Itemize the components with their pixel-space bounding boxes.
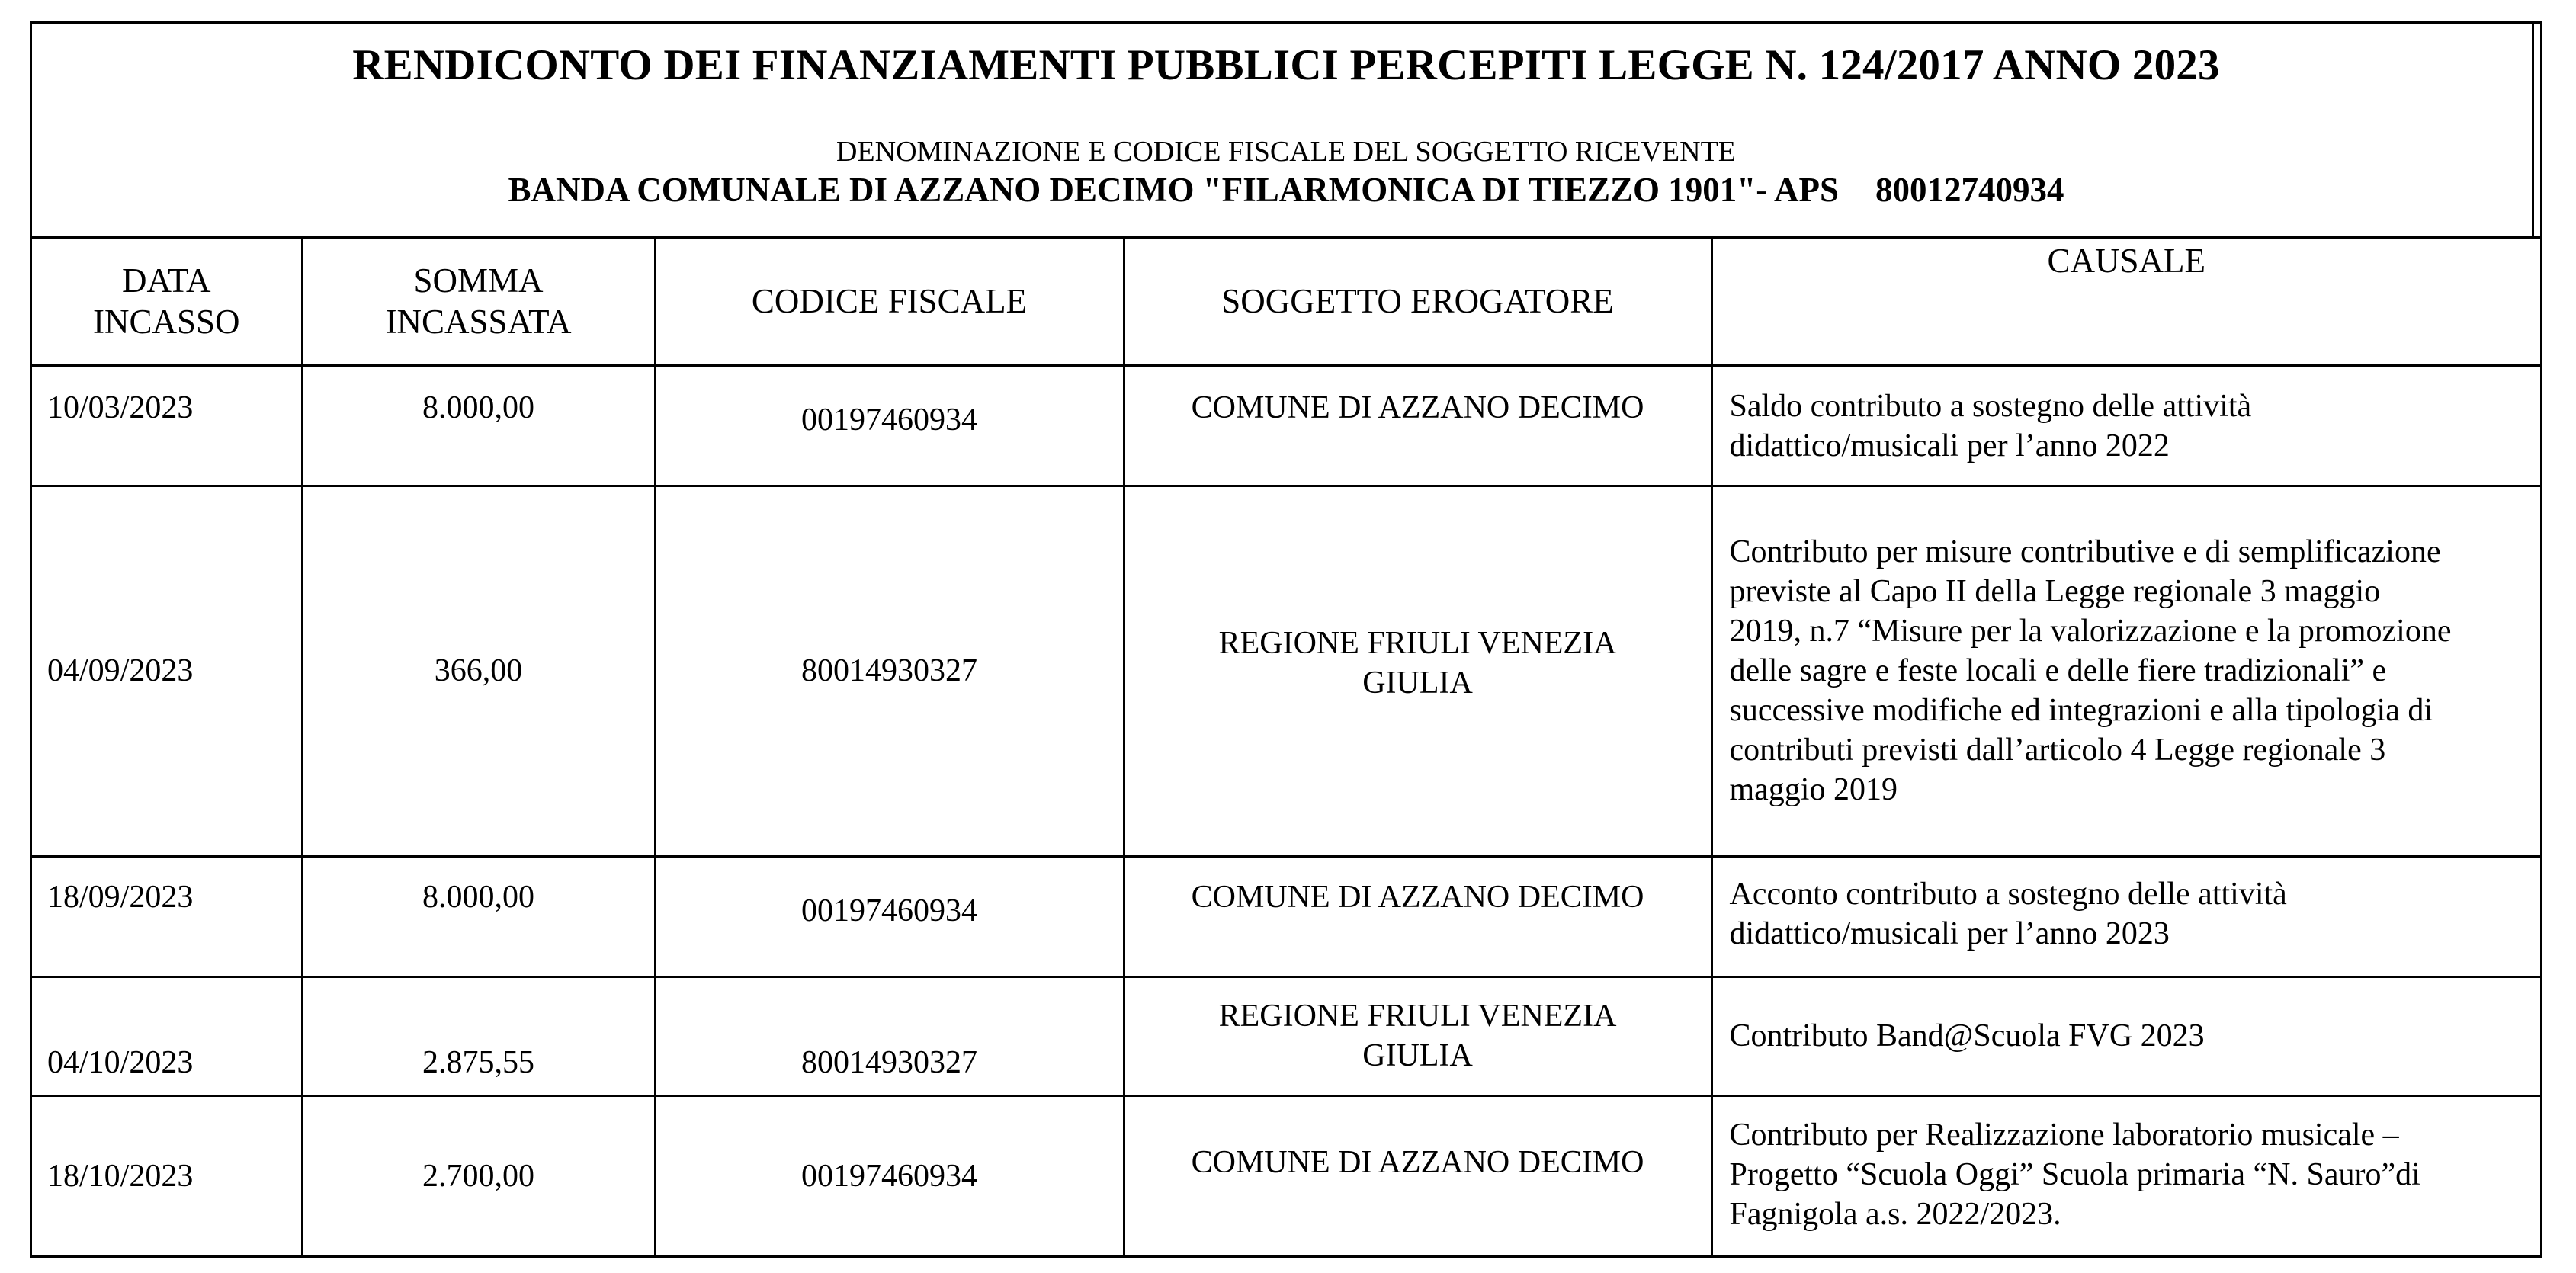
cell-date: 04/09/2023	[32, 486, 302, 856]
cell-fiscal-code: 00197460934	[655, 856, 1124, 976]
cell-date: 10/03/2023	[32, 365, 302, 486]
cell-fiscal-code: 00197460934	[655, 365, 1124, 486]
col-header-data-incasso: DATA INCASSO	[32, 239, 302, 365]
table-row	[32, 1095, 2540, 1256]
col-header-somma-incassata: SOMMA INCASSATA	[302, 239, 655, 365]
document-frame	[30, 21, 2542, 1258]
cell-entity: COMUNE DI AZZANO DECIMO	[1124, 1095, 1711, 1256]
cell-causale: Contributo per misure contributive e di semplificazione previste al Capo II della Legge regionale 3 maggio 2019, n.7 “Misure per la valorizzazione e la promozione delle sagre e feste locali e delle fiere tradizionali” e successive modifiche ed integrazioni e alla tipologia di contributi previsti dall’articolo 4 Legge regionale 3 maggio 2019	[1711, 486, 2540, 856]
cell-fiscal-code: 80014930327	[655, 486, 1124, 856]
table-row	[32, 976, 2540, 1095]
cell-amount: 366,00	[302, 486, 655, 856]
cell-entity: REGIONE FRIULI VENEZIA GIULIA	[1124, 486, 1711, 856]
cell-fiscal-code: 80014930327	[655, 976, 1124, 1095]
recipient-caption: DENOMINAZIONE E CODICE FISCALE DEL SOGGETTO RICEVENTE	[836, 136, 1736, 168]
cell-causale: Contributo Band@Scuola FVG 2023	[1711, 976, 2540, 1095]
col-header-codice-fiscale: CODICE FISCALE	[655, 239, 1124, 365]
cell-amount: 8.000,00	[302, 365, 655, 486]
recipient-name: BANDA COMUNALE DI AZZANO DECIMO "FILARMONICA DI TIEZZO 1901"- APS	[508, 171, 1840, 209]
table-row	[32, 365, 2540, 486]
table-row	[32, 486, 2540, 856]
cell-causale: Contributo per Realizzazione laboratorio musicale – Progetto “Scuola Oggi” Scuola primaria “N. Sauro”di Fagnigola a.s. 2022/2023.	[1711, 1095, 2540, 1256]
table-header-row	[32, 239, 2540, 365]
cell-date: 04/10/2023	[32, 976, 302, 1095]
recipient-fiscal-code: 80012740934	[1875, 171, 2064, 209]
col-header-soggetto-erogatore: SOGGETTO EROGATORE	[1124, 239, 1711, 365]
document-title: RENDICONTO DEI FINANZIAMENTI PUBBLICI PERCEPITI LEGGE N. 124/2017 ANNO 2023	[352, 41, 2220, 89]
cell-entity: COMUNE DI AZZANO DECIMO	[1124, 365, 1711, 486]
cell-date: 18/09/2023	[32, 856, 302, 976]
cell-causale: Saldo contributo a sostegno delle attività didattico/musicali per l’anno 2022	[1711, 365, 2540, 486]
recipient-line	[32, 170, 2540, 210]
col-header-causale: CAUSALE	[1711, 239, 2540, 365]
cell-amount: 2.700,00	[302, 1095, 655, 1256]
cell-entity: REGIONE FRIULI VENEZIA GIULIA	[1124, 976, 1711, 1095]
cell-amount: 8.000,00	[302, 856, 655, 976]
cell-entity: COMUNE DI AZZANO DECIMO	[1124, 856, 1711, 976]
funding-table	[32, 239, 2540, 1256]
table-row	[32, 856, 2540, 976]
cell-date: 18/10/2023	[32, 1095, 302, 1256]
cell-causale: Acconto contributo a sostegno delle attività didattico/musicali per l’anno 2023	[1711, 856, 2540, 976]
cell-amount: 2.875,55	[302, 976, 655, 1095]
cell-fiscal-code: 00197460934	[655, 1095, 1124, 1256]
document-header	[32, 24, 2540, 239]
